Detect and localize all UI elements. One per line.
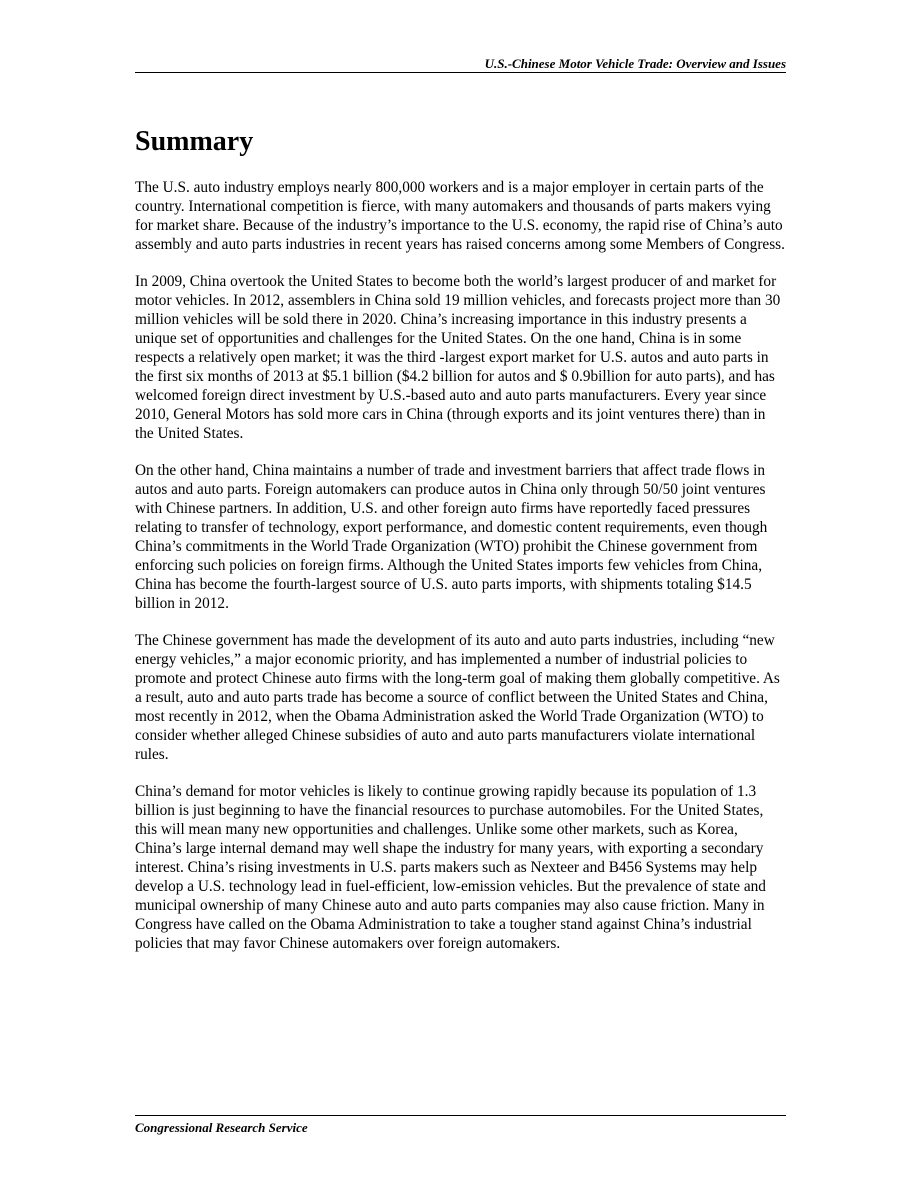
running-header: U.S.-Chinese Motor Vehicle Trade: Overview and Issues: [484, 56, 786, 71]
paragraph: China’s demand for motor vehicles is likely to continue growing rapidly because its population of 1.3 billion is just beginning to have the financial resources to purchase automobiles. For the United States, this will mean many new opportunities and challenges. Unlike some other markets, such as Korea, China’s large internal demand may well shape the industry for many years, with exporting a secondary interest. China’s rising investments in U.S. parts makers such as Nexteer and B456 Systems may help develop a U.S. technology lead in fuel-efficient, low-emission vehicles. But the prevalence of state and municipal ownership of many Chinese auto and auto parts companies may also cause friction. Many in Congress have called on the Obama Administration to take a tougher stand against China’s industrial policies that may favor Chinese automakers over foreign automakers.: [135, 783, 766, 952]
paragraph: On the other hand, China maintains a number of trade and investment barriers that affect trade flows in autos and auto parts. Foreign automakers can produce autos in China only through 50/50 joint ventures with Chinese partners. In addition, U.S. and other foreign auto firms have reportedly faced pressures relating to transfer of technology, export performance, and domestic content requirements, even though China’s commitments in the World Trade Organization (WTO) prohibit the Chinese government from enforcing such policies on foreign firms. Although the United States imports few vehicles from China, China has become the fourth-largest source of U.S. auto parts imports, with shipments totaling $14.5 billion in 2012.: [135, 462, 768, 612]
paragraph: The Chinese government has made the development of its auto and auto parts industries, including “new energy vehicles,” a major economic priority, and has implemented a number of industrial policies to promote and protect Chinese auto firms with the long-term goal of making them globally competitive. As a result, auto and auto parts trade has become a source of conflict between the United States and China, most recently in 2012, when the Obama Administration asked the World Trade Organization (WTO) to consider whether alleged Chinese subsidies of auto and auto parts manufacturers violate international rules.: [135, 632, 780, 763]
paragraph: The U.S. auto industry employs nearly 800,000 workers and is a major employer in certain parts of the country. International competition is fierce, with many automakers and thousands of parts makers vying for market share. Because of the industry’s importance to the U.S. economy, the rapid rise of China’s auto assembly and auto parts industries in recent years has raised concerns among some Members of Congress.: [135, 179, 785, 253]
paragraph: In 2009, China overtook the United States to become both the world’s largest producer of and market for motor vehicles. In 2012, assemblers in China sold 19 million vehicles, and forecasts project more than 30 million vehicles will be sold there in 2020. China’s increasing importance in this industry presents a unique set of opportunities and challenges for the United States. On the one hand, China is in some respects a relatively open market; it was the third -largest export market for U.S. autos and auto parts in the first six months of 2013 at $5.1 billion ($4.2 billion for autos and $ 0.9billion for auto parts), and has welcomed foreign direct investment by U.S.-based auto and auto parts manufacturers. Every year since 2010, General Motors has sold more cars in China (through exports and its joint ventures there) than in the United States.: [135, 273, 781, 442]
footer-divider: [135, 1115, 786, 1116]
running-footer: Congressional Research Service: [135, 1120, 308, 1135]
header-divider: [135, 72, 786, 73]
summary-body: [135, 178, 786, 971]
page-title: Summary: [135, 126, 254, 157]
